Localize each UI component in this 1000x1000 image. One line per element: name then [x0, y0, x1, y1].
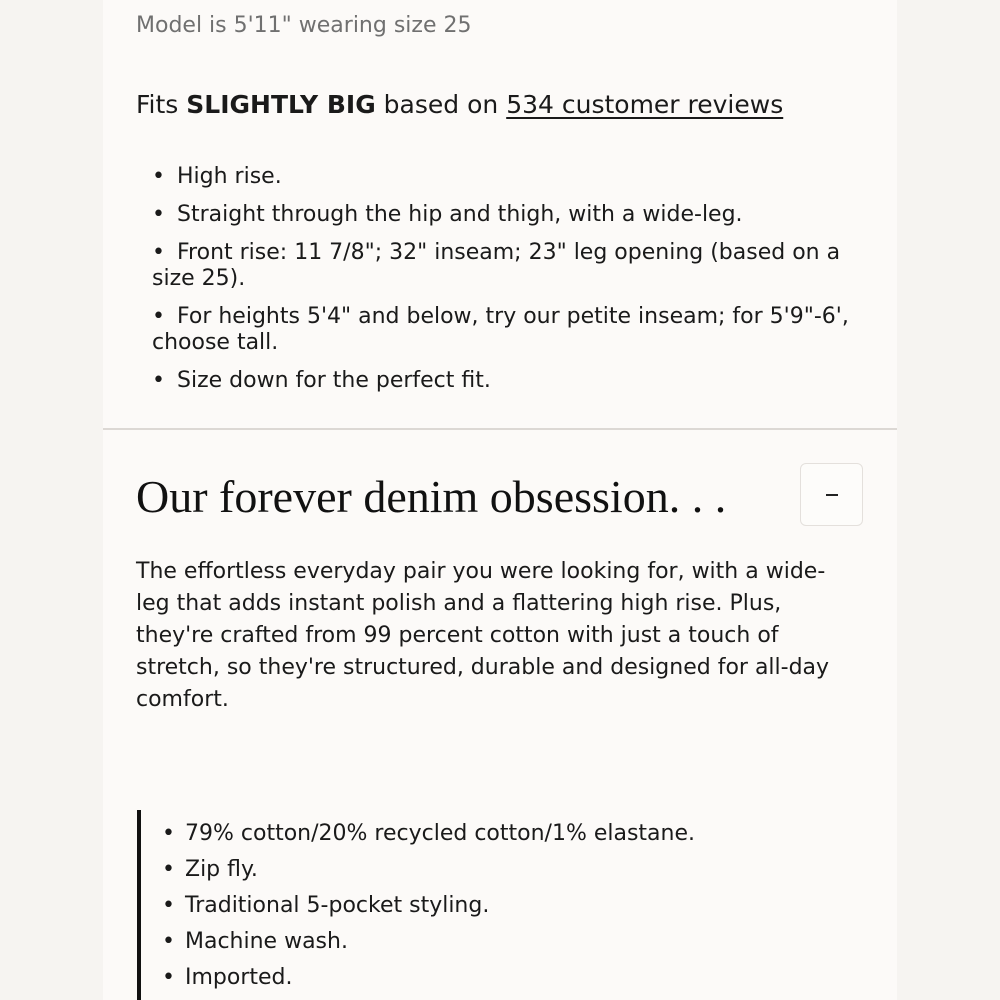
model-size-note: Model is 5'11" wearing size 25	[136, 13, 472, 38]
product-description: The effortless everyday pair you were looking for, with a wide-leg that adds instant polish and a flattering high rise. Plus, they're crafted from 99 percent cotton with just a touch of stretch, so they're structured, durable and designed for all-day comfort.	[136, 559, 830, 712]
minus-icon	[826, 494, 838, 496]
customer-reviews-link[interactable]: 534 customer reviews	[506, 90, 784, 119]
fit-strength: SLIGHTLY BIG	[186, 90, 376, 119]
spec-accent-bar	[137, 810, 141, 1000]
list-item: • High rise.	[152, 164, 872, 190]
spec-list	[162, 816, 695, 996]
list-item: • Traditional 5-pocket styling.	[162, 888, 695, 924]
fit-middle: based on	[375, 90, 507, 119]
fit-prefix: Fits	[136, 90, 187, 119]
list-item: • Imported.	[162, 960, 695, 996]
collapse-section-button[interactable]	[800, 463, 863, 526]
list-item: • Size down for the perfect fit.	[152, 368, 872, 394]
list-item: • For heights 5'4" and below, try our petite inseam; for 5'9"-6', choose tall.	[152, 304, 872, 356]
fit-details-list	[152, 164, 872, 406]
fit-summary	[136, 90, 783, 119]
section-divider	[103, 428, 897, 430]
spec-block	[137, 810, 837, 1000]
list-item: • Front rise: 11 7/8"; 32" inseam; 23" leg opening (based on a size 25).	[152, 240, 872, 292]
section-heading: Our forever denim obsession. . .	[136, 471, 727, 522]
list-item: • Zip fly.	[162, 852, 695, 888]
list-item: • 79% cotton/20% recycled cotton/1% elastane.	[162, 816, 695, 852]
list-item: • Machine wash.	[162, 924, 695, 960]
list-item: • Straight through the hip and thigh, with a wide-leg.	[152, 202, 872, 228]
